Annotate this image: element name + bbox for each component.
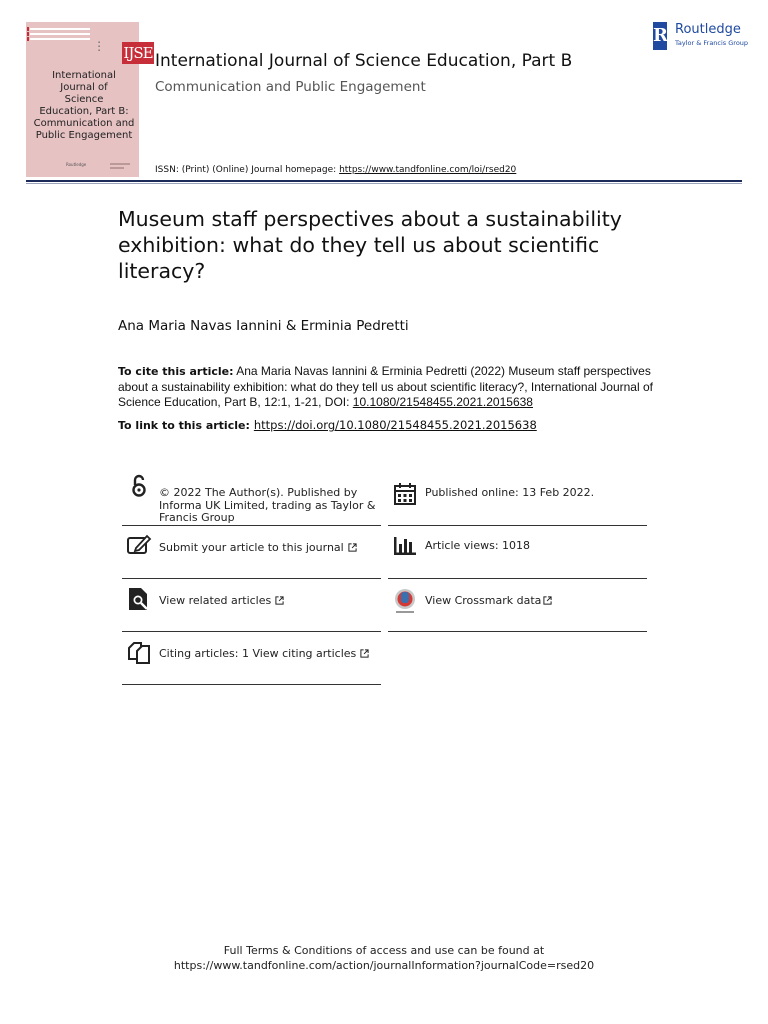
views-panel xyxy=(388,526,647,579)
external-link-icon xyxy=(348,543,357,552)
journal-cover xyxy=(26,22,153,177)
article-authors: Ana Maria Navas Iannini & Erminia Pedretti xyxy=(118,318,409,334)
cover-title: International Journal of Science Education, Part B: Communication and Public Engagement xyxy=(33,70,135,141)
crossmark-icon xyxy=(392,588,418,614)
license-text: © 2022 The Author(s). Published by Informa UK Limited, trading as Taylor & Francis Group xyxy=(159,486,376,524)
published-panel xyxy=(388,473,647,526)
crossmark-text[interactable]: View Crossmark data xyxy=(425,595,647,608)
open-access-icon xyxy=(126,473,152,499)
calendar-icon xyxy=(392,481,418,507)
crossmark-panel[interactable] xyxy=(388,579,647,632)
journal-subtitle: Communication and Public Engagement xyxy=(155,79,426,95)
citing-panel[interactable] xyxy=(122,632,381,685)
doi-link[interactable]: 10.1080/21548455.2021.2015638 xyxy=(352,395,533,409)
cover-info-box: ▪ ▪ ▪ xyxy=(98,40,101,52)
related-panel[interactable] xyxy=(122,579,381,632)
footer-terms-link[interactable]: https://www.tandfonline.com/action/journalInformation?journalCode=rsed20 xyxy=(173,959,595,972)
external-link-icon xyxy=(543,596,552,605)
journal-homepage-link[interactable]: https://www.tandfonline.com/loi/rsed20 xyxy=(339,165,517,175)
article-link-line: To link to this article: https://doi.org/10.1080/21548455.2021.2015638 xyxy=(118,418,537,432)
bar-chart-icon xyxy=(392,533,418,559)
citing-text[interactable]: Citing articles: 1 View citing articles xyxy=(159,648,381,661)
submit-text[interactable]: Submit your article to this journal xyxy=(159,542,381,555)
external-link-icon xyxy=(275,596,284,605)
header-divider xyxy=(26,180,742,182)
cover-decoration xyxy=(110,163,130,165)
edit-icon xyxy=(126,533,152,559)
published-date: Published online: 13 Feb 2022. xyxy=(425,486,595,499)
cover-decoration xyxy=(110,167,124,169)
routledge-mark-icon: R xyxy=(653,22,667,50)
issn-line: ISSN: (Print) (Online) Journal homepage: https://www.tandfonline.com/loi/rsed20 xyxy=(155,165,517,175)
external-link-icon xyxy=(360,649,369,658)
footer-line-1: Full Terms & Conditions of access and use can be found at xyxy=(223,944,545,957)
related-text[interactable]: View related articles xyxy=(159,595,381,608)
article-title: Museum staff perspectives about a sustainability exhibition: what do they tell us about scientific literacy? xyxy=(118,207,622,283)
journal-title: International Journal of Science Education, Part B xyxy=(155,51,573,71)
article-doi-link[interactable]: https://doi.org/10.1080/21548455.2021.2015638 xyxy=(253,418,537,432)
footer xyxy=(0,943,768,973)
publisher-tagline: Taylor & Francis Group xyxy=(675,39,749,47)
article-views: Article views: 1018 xyxy=(425,539,531,552)
search-document-icon xyxy=(126,586,152,612)
license-panel xyxy=(122,473,381,526)
submit-panel[interactable] xyxy=(122,526,381,579)
routledge-logo xyxy=(653,22,749,50)
cover-strip xyxy=(30,28,90,43)
citation: To cite this article: Ana Maria Navas Iannini & Erminia Pedretti (2022) Museum staff perspectives about a sustainability exhibition: what do they tell us about scientific literacy?, International Journal of Science Education, Part B, 12:1, 1-21, DOI: 10.1080/21548455.2021.2015638 xyxy=(118,364,653,409)
cover-publisher: Routledge xyxy=(66,162,87,167)
citing-articles-icon xyxy=(126,639,152,665)
header-divider-thin xyxy=(26,183,742,184)
publisher-name: Routledge xyxy=(675,22,741,37)
cover-logo: IJSE xyxy=(123,44,153,62)
